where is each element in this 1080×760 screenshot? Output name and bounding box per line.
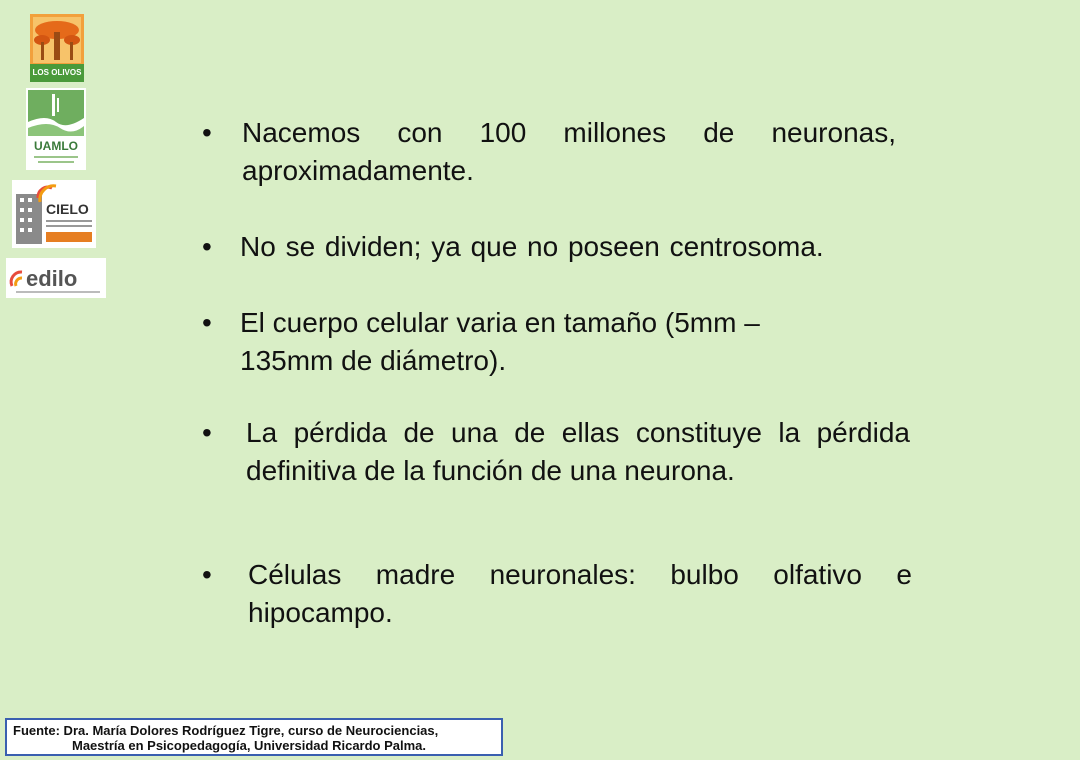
los-olivos-logo (30, 14, 84, 82)
bullet-item (202, 114, 896, 190)
source-footer (5, 718, 503, 756)
edilo-logo (6, 258, 106, 298)
bullet-item (202, 304, 838, 380)
bullet-text: Células madre neuronales: bulbo olfativo e hipocampo. (248, 559, 912, 628)
bullet-marker: • (202, 417, 212, 448)
bullet-marker: • (202, 117, 212, 148)
bullet-marker: • (202, 307, 212, 338)
bullet-text: El cuerpo celular varia en tamaño (5mm – 135mm de diámetro). (240, 307, 760, 376)
bullet-marker: • (202, 231, 212, 262)
bullet-text: No se dividen; ya que no poseen centrosoma. (240, 231, 824, 262)
edilo-logo-text: edilo (26, 266, 78, 291)
bullet-text: Nacemos con 100 millones de neuronas, aproximadamente. (242, 117, 896, 186)
uamlo-logo (26, 88, 86, 170)
source-line-1: Fuente: Dra. María Dolores Rodríguez Tigre, curso de Neurociencias, (13, 723, 439, 738)
bullet-item (202, 228, 902, 266)
uamlo-logo-text: UAMLO (34, 139, 78, 153)
cielo-logo (12, 180, 96, 248)
cielo-logo-text: CIELO (46, 201, 89, 217)
bullet-item (202, 556, 912, 632)
bullet-marker: • (202, 559, 212, 590)
bullet-text: La pérdida de una de ellas constituye la pérdida definitiva de la función de una neurona. (246, 417, 910, 486)
source-line-2: Maestría en Psicopedagogía, Universidad Ricardo Palma. (72, 738, 427, 753)
los-olivos-logo-text: LOS OLIVOS (32, 68, 82, 77)
bullet-item (202, 414, 910, 490)
